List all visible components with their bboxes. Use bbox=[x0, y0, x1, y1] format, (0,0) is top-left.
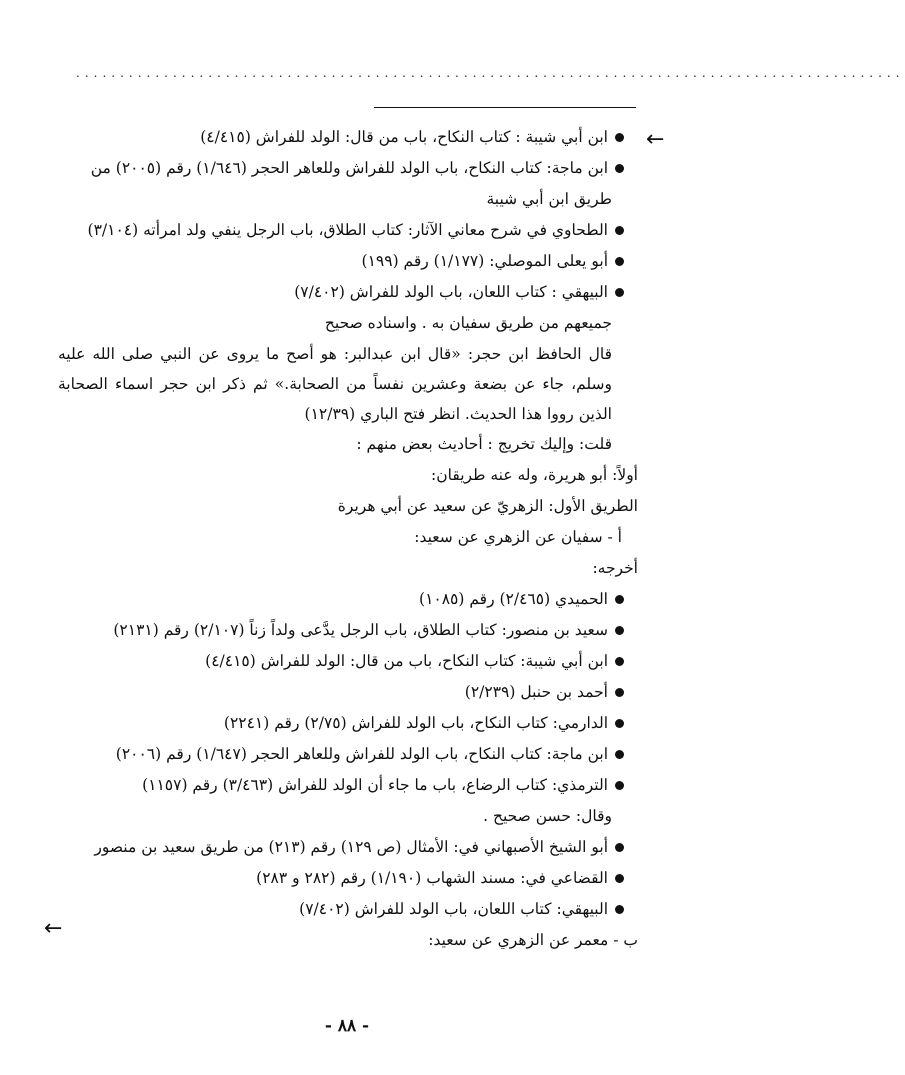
left-arrow-icon: ← bbox=[44, 916, 63, 941]
document-body bbox=[58, 122, 638, 956]
paragraph: قلت: وإليك تخريج : أحاديث بعض منهم : bbox=[356, 435, 612, 453]
list-item: ابن أبي شيبة: كتاب النكاح، باب من قال: الولد للفراش (٤/٤١٥) bbox=[58, 646, 638, 677]
page-number: - ٨٨ - bbox=[324, 1016, 370, 1036]
list-item: البيهقي : كتاب اللعان، باب الولد للفراش (٧/٤٠٢) bbox=[58, 277, 638, 308]
dotted-header-line: .............................................................................................. bbox=[76, 66, 905, 80]
list-item: الحميدي (٢/٤٦٥) رقم (١٠٨٥) bbox=[58, 584, 638, 615]
list-item: البيهقي: كتاب اللعان، باب الولد للفراش (٧/٤٠٢) bbox=[58, 894, 638, 925]
section-heading: الطريق الأول: الزهريّ عن سعيد عن أبي هريرة bbox=[337, 497, 638, 515]
list-item: الطحاوي في شرح معاني الآثار: كتاب الطلاق، باب الرجل ينفي ولد امرأته (٣/١٠٤) bbox=[58, 215, 638, 246]
subsection-heading: ب - معمر عن الزهري عن سعيد: bbox=[428, 931, 638, 949]
paragraph: قال الحافظ ابن حجر: «قال ابن عبدالبر: هو أصح ما يروى عن النبي صلى الله عليه وسلم، جاء عن بضعة وعشرين نفساً من الصحابة.» ثم ذكر ابن حجر اسماء الصحابة الذين رووا هذا الحديث. انظر فتح الباري (١٢/٣٩) bbox=[58, 345, 612, 423]
section-heading: أولاً: أبو هريرة، وله عنه طريقان: bbox=[431, 466, 638, 484]
list-item: الترمذي: كتاب الرضاع، باب ما جاء أن الولد للفراش (٣/٤٦٣) رقم (١١٥٧) bbox=[58, 770, 638, 801]
list-item-continuation: طريق ابن أبي شيبة bbox=[486, 190, 612, 208]
list-item: ابن ماجة: كتاب النكاح، باب الولد للفراش وللعاهر الحجر (١/٦٤٦) رقم (٢٠٠٥) من bbox=[58, 153, 638, 184]
left-arrow-icon: ← bbox=[646, 127, 665, 152]
list-item: ابن ماجة: كتاب النكاح، باب الولد للفراش وللعاهر الحجر (١/٦٤٧) رقم (٢٠٠٦) bbox=[58, 739, 638, 770]
subsection-heading: أ - سفيان عن الزهري عن سعيد: bbox=[414, 528, 622, 546]
list-item: أحمد بن حنبل (٢/٢٣٩) bbox=[58, 677, 638, 708]
list-item: أبو الشيخ الأصبهاني في: الأمثال (ص ١٢٩) رقم (٢١٣) من طريق سعيد بن منصور bbox=[58, 832, 638, 863]
paragraph: وقال: حسن صحيح . bbox=[483, 807, 612, 825]
list-item: القضاعي في: مسند الشهاب (١/١٩٠) رقم (٢٨٢ و ٢٨٣) bbox=[58, 863, 638, 894]
footnote-rule bbox=[374, 107, 636, 108]
list-item: الدارمي: كتاب النكاح، باب الولد للفراش (٢/٧٥) رقم (٢٢٤١) bbox=[58, 708, 638, 739]
paragraph: جميعهم من طريق سفيان به . واسناده صحيح bbox=[324, 314, 612, 332]
paragraph: أخرجه: bbox=[592, 559, 638, 577]
list-item: أبو يعلى الموصلي: (١/١٧٧) رقم (١٩٩) bbox=[58, 246, 638, 277]
list-item: ابن أبي شيبة : كتاب النكاح، باب من قال: الولد للفراش (٤/٤١٥) bbox=[58, 122, 638, 153]
list-item: سعيد بن منصور: كتاب الطلاق، باب الرجل يدَّعى ولداً زناً (٢/١٠٧) رقم (٢١٣١) bbox=[58, 615, 638, 646]
